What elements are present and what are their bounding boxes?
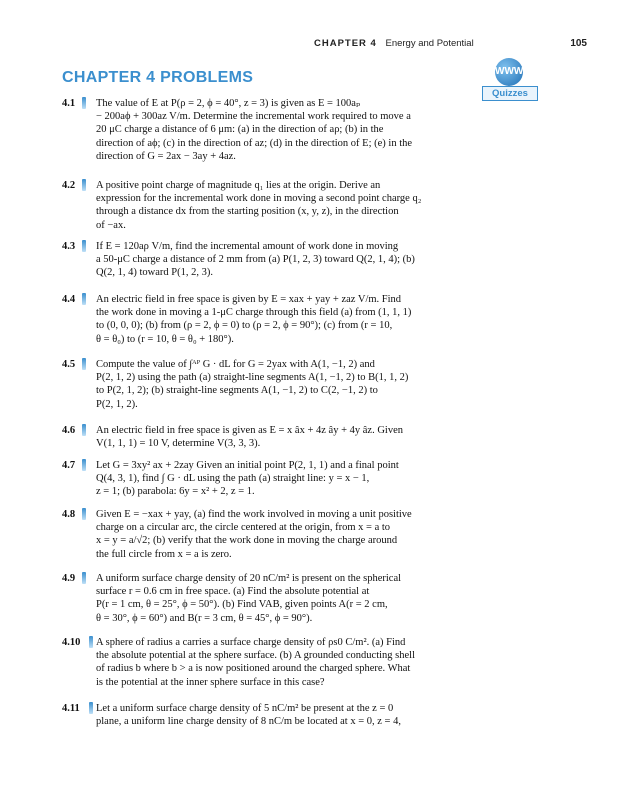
problem-line: Q(2, 1, 4) toward P(1, 2, 3).: [96, 267, 213, 279]
problem: [62, 240, 472, 280]
problem-line: Given E = −xax + yay, (a) find the work involved in moving a unit positive: [96, 509, 412, 520]
problem-line: Let a uniform surface charge density of 5 nC/m² be present at the z = 0: [96, 703, 394, 714]
problem-text: [96, 459, 472, 499]
problem-line: Compute the value of ∫ᴬᴾ G · dL for G = 2yax with A(1, −1, 2) and: [96, 359, 375, 370]
problem-number: 4.5: [62, 359, 76, 370]
problem-text: [96, 293, 472, 346]
problem-line: charge on a circular arc, the circle centered at the origin, from x = a to: [96, 522, 391, 534]
chapter-problems-title: CHAPTER 4 PROBLEMS: [62, 69, 254, 86]
problem-text: [96, 179, 472, 232]
problem-line: A sphere of radius a carries a surface charge density of ρs0 C/m². (a) Find: [96, 637, 406, 648]
problem-line: of −ax.: [96, 219, 126, 231]
thermometer-icon: [82, 572, 86, 584]
globe-icon: WWW: [495, 58, 523, 86]
problem-number: 4.4: [62, 294, 76, 305]
problem-text: [96, 636, 472, 689]
problem-line: is the potential at the inner sphere surface in this case?: [96, 676, 325, 688]
problem-line: An electric field in free space is given as E = x âx + 4z ây + 4y âz. Given: [96, 425, 403, 436]
problem-line: x = y = a/√2; (b) verify that the work done in moving the charge around: [96, 535, 398, 547]
problem-line: A positive point charge of magnitude q₁ lies at the origin. Derive an: [96, 180, 381, 191]
problem-line: V(1, 1, 1) = 10 V, determine V(3, 3, 3).: [96, 438, 261, 450]
problem-number: 4.1: [62, 98, 76, 109]
page-number: 105: [570, 38, 587, 49]
thermometer-icon: [82, 358, 86, 370]
problem-line: Q(4, 3, 1), find ∫ G · dL using the path (a) straight line: y = x − 1,: [96, 473, 370, 485]
thermometer-icon: [82, 97, 86, 109]
problem-line: a 50-μC charge a distance of 2 mm from (a) P(1, 2, 3) toward Q(2, 1, 4); (b): [96, 254, 415, 266]
problem-line: the full circle from x = a is zero.: [96, 548, 232, 560]
problem-line: of radius b where b > a is now positioned around the charged sphere. What: [96, 663, 411, 675]
running-header: [300, 38, 587, 49]
problem: [62, 572, 472, 625]
problem: [62, 636, 472, 689]
problem: [62, 424, 472, 450]
problem-text: [96, 508, 472, 561]
problem-number: 4.3: [62, 241, 76, 252]
thermometer-icon: [82, 240, 86, 252]
www-quizzes-badge[interactable]: [482, 58, 538, 102]
thermometer-icon: [89, 636, 93, 648]
problem-number: 4.7: [62, 460, 76, 471]
problem: [62, 702, 472, 728]
problem-line: surface r = 0.6 cm in free space. (a) Find the absolute potential at: [96, 586, 370, 598]
problem-line: expression for the incremental work done in moving a second point charge q₂: [96, 193, 422, 205]
problem: [62, 97, 472, 163]
header-chapter: CHAPTER 4: [314, 38, 377, 49]
problem-line: the absolute potential at the sphere surface. (b) A grounded conducting shell: [96, 650, 415, 662]
problem-text: [96, 358, 472, 411]
problem-line: to (0, 0, 0); (b) from (ρ = 2, ϕ = 0) to (ρ = 2, ϕ = 90°); (c) from (r = 10,: [96, 320, 393, 332]
problem-line: z = 1; (b) parabola: 6y = x² + 2, z = 1.: [96, 486, 255, 498]
problem-line: P(2, 1, 2) using the path (a) straight-line segments A(1, −1, 2) to B(1, 1, 2): [96, 372, 409, 384]
problem-line: − 200aϕ + 300az V/m. Determine the incremental work required to move a: [96, 111, 411, 123]
problem-number: 4.6: [62, 425, 76, 436]
problem-text: [96, 424, 472, 450]
problem-number: 4.11: [62, 703, 80, 714]
problem: [62, 358, 472, 411]
header-title: Energy and Potential: [385, 38, 474, 49]
thermometer-icon: [82, 179, 86, 191]
thermometer-icon: [89, 702, 93, 714]
thermometer-icon: [82, 459, 86, 471]
problem: [62, 459, 472, 499]
problem-line: P(2, 1, 2).: [96, 398, 138, 410]
problem-line: The value of E at P(ρ = 2, ϕ = 40°, z = 3) is given as E = 100aₚ: [96, 98, 361, 109]
problem-line: through a distance dx from the starting position (x, y, z), in the direction: [96, 206, 399, 218]
problem: [62, 293, 472, 346]
problem: [62, 508, 472, 561]
problem-line: θ = 30°, ϕ = 60°) and B(r = 3 cm, θ = 45°, ϕ = 90°).: [96, 612, 313, 624]
problem-line: P(r = 1 cm, θ = 25°, ϕ = 50°). (b) Find VAB, given points A(r = 2 cm,: [96, 599, 388, 611]
problem-number: 4.10: [62, 637, 81, 648]
thermometer-icon: [82, 293, 86, 305]
problem-line: A uniform surface charge density of 20 nC/m² is present on the spherical: [96, 573, 402, 584]
problem-line: θ = θ₀) to (r = 10, θ = θ₀ + 180°).: [96, 333, 234, 345]
problem-text: [96, 702, 472, 728]
thermometer-icon: [82, 508, 86, 520]
problem-line: An electric field in free space is given by E = xax + yay + zaz V/m. Find: [96, 294, 402, 305]
problem-line: If E = 120aρ V/m, find the incremental amount of work done in moving: [96, 241, 399, 252]
problem-line: Let G = 3xy² ax + 2zay Given an initial point P(2, 1, 1) and a final point: [96, 460, 399, 471]
problem-line: to P(2, 1, 2); (b) straight-line segments A(1, −1, 2) to C(2, −1, 2) to: [96, 385, 378, 397]
problem-line: direction of aϕ; (c) in the direction of az; (d) in the direction of E; (e) in the: [96, 137, 413, 149]
problem-line: plane, a uniform line charge density of 8 nC/m be located at x = 0, z = 4,: [96, 716, 401, 728]
problem-number: 4.9: [62, 573, 76, 584]
problem-text: [96, 97, 472, 163]
problem-text: [96, 240, 472, 280]
problem-line: direction of G = 2ax − 3ay + 4az.: [96, 150, 236, 162]
quizzes-label: Quizzes: [482, 86, 538, 101]
problem-line: 20 μC charge a distance of 6 μm: (a) in the direction of aρ; (b) in the: [96, 124, 384, 136]
problem-text: [96, 572, 472, 625]
problem-number: 4.2: [62, 180, 76, 191]
thermometer-icon: [82, 424, 86, 436]
problem-line: the work done in moving a 1-μC charge through this field (a) from (1, 1, 1): [96, 307, 412, 319]
problem-number: 4.8: [62, 509, 76, 520]
problem: [62, 179, 472, 232]
